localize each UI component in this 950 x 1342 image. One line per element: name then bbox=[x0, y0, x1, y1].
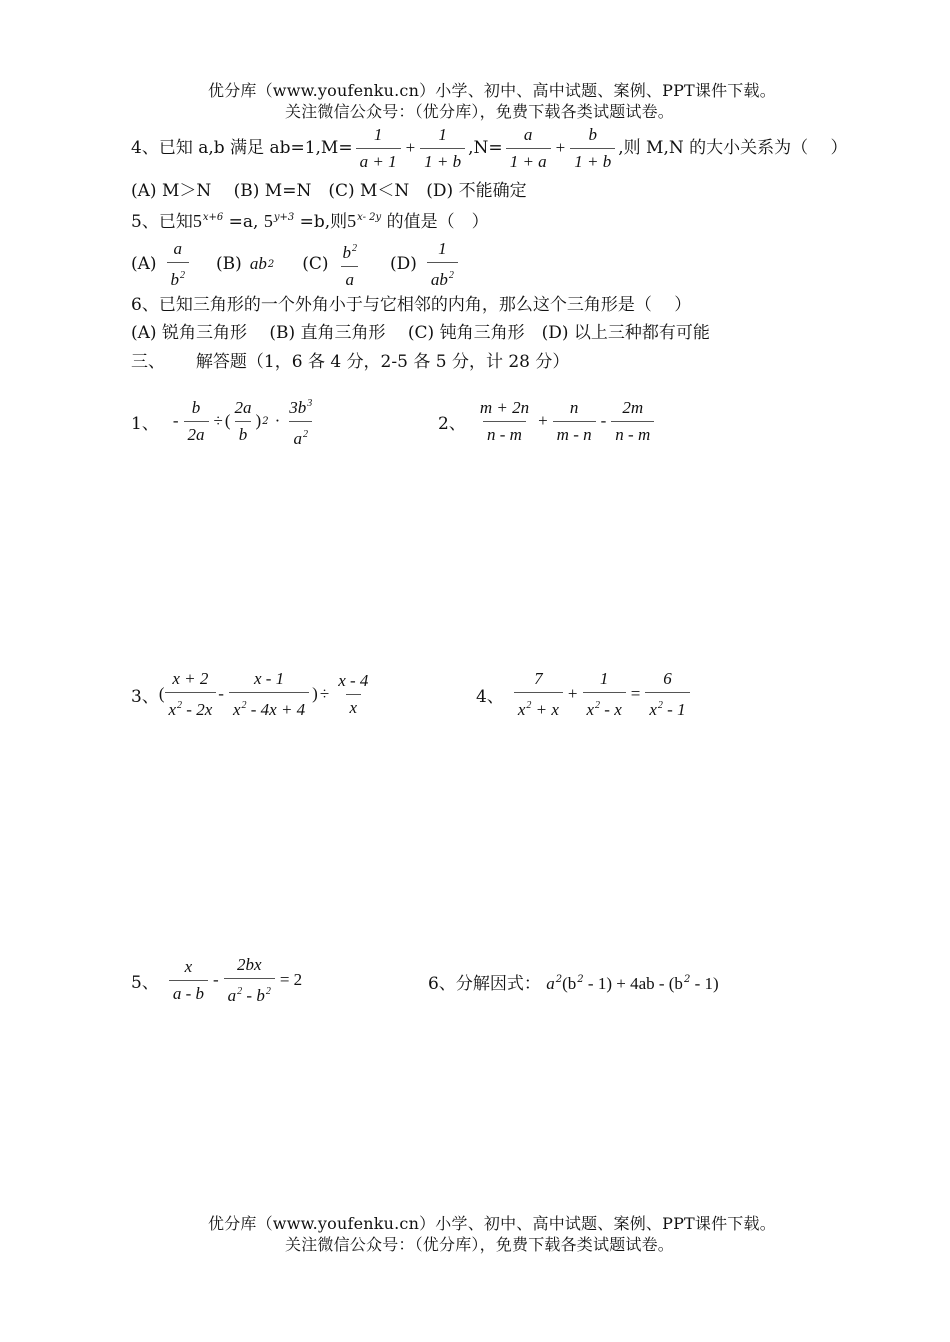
c-denominator: a bbox=[341, 266, 358, 291]
p4-f1-den-x: x bbox=[517, 699, 526, 719]
p1-f3-den-base: a bbox=[293, 428, 302, 448]
fraction-m2 bbox=[420, 124, 465, 173]
p4-f1-num: 7 bbox=[534, 668, 543, 688]
q5-eq-1: =a, bbox=[228, 212, 259, 232]
p5-fraction-2 bbox=[224, 954, 275, 1007]
q5-base: 5 bbox=[347, 211, 357, 231]
p2-fraction-1 bbox=[476, 397, 533, 446]
p3-f1-den-x: x bbox=[168, 699, 177, 719]
p3-f2-den-rest: - 4x + 4 bbox=[246, 699, 306, 719]
m2-numerator: 1 bbox=[438, 124, 447, 144]
p1-f2-den: b bbox=[235, 421, 252, 446]
question-5 bbox=[131, 207, 489, 233]
q6-options: (A) 锐角三角形 (B) 直角三角形 (C) 钝角三角形 (D) 以上三种都有可能 bbox=[131, 323, 710, 343]
p6-sup-2: 2 bbox=[577, 974, 584, 985]
p1-f3-num bbox=[285, 393, 316, 421]
p5-f2-den bbox=[224, 978, 275, 1007]
p3-label: 3、 bbox=[131, 686, 159, 707]
q5-option-d-fraction bbox=[427, 238, 458, 291]
q5-exp-3: x- 2y bbox=[357, 212, 382, 223]
q5-eq-2: =b,则 bbox=[299, 212, 348, 232]
fraction-m1 bbox=[356, 124, 401, 173]
p5-equals: = 2 bbox=[279, 970, 303, 989]
question-6: 6、已知三角形的一个外角小于与它相邻的内角，那么这个三角形是（ ） bbox=[131, 295, 692, 315]
p1-fraction-1 bbox=[184, 397, 209, 446]
p4-f3-den-x: x bbox=[649, 699, 657, 719]
p3-rparen: ) bbox=[312, 684, 318, 703]
p3-f1-den-rest: - 2x bbox=[182, 699, 213, 719]
q5-option-b-expr: ab bbox=[249, 254, 267, 273]
q5-exp-1: x+6 bbox=[202, 212, 224, 223]
p4-f3-den-rest: - 1 bbox=[662, 699, 686, 719]
problem-3 bbox=[131, 666, 375, 722]
p6-expr-4: - 1) bbox=[690, 974, 719, 993]
fraction-n2 bbox=[570, 124, 615, 173]
problem-1 bbox=[131, 393, 319, 449]
p4-f2-den-rest: - x bbox=[600, 699, 622, 719]
q5-option-b-label: (B) bbox=[216, 254, 242, 274]
p3-div: ÷ bbox=[319, 684, 330, 703]
p4-f3-den bbox=[645, 692, 689, 721]
p4-plus: + bbox=[567, 684, 578, 703]
p2-f1-den: n - m bbox=[483, 421, 526, 446]
p2-f1-num: m + 2n bbox=[479, 397, 530, 417]
problem-4 bbox=[476, 666, 693, 722]
p6-expr-1: a bbox=[546, 974, 555, 993]
p5-f2-den-sup-2: 2 bbox=[265, 985, 271, 997]
q4-options: (A) M＞N (B) M=N (C) M＜N (D) 不能确定 bbox=[131, 181, 527, 201]
p4-f2-den bbox=[583, 692, 626, 721]
q5-option-a-label: (A) bbox=[131, 254, 157, 274]
p2-fraction-2 bbox=[553, 397, 596, 446]
p5-f1-num: x bbox=[184, 956, 193, 976]
p3-f2-den-x: x bbox=[232, 699, 241, 719]
q5-base: 5 bbox=[263, 211, 273, 231]
footer-line-2: 关注微信公众号：（优分库），免费下载各类试题试卷。 bbox=[285, 1235, 675, 1254]
p4-f3-den-sup: 2 bbox=[657, 699, 663, 711]
p1-f3-num-sup: 3 bbox=[307, 397, 313, 409]
c-numerator bbox=[338, 238, 361, 266]
p4-f1-den-rest: + x bbox=[531, 699, 559, 719]
p2-f2-den: m - n bbox=[553, 421, 596, 446]
p4-fraction-2 bbox=[583, 668, 626, 721]
p1-lparen: ( bbox=[224, 411, 231, 430]
q5-exp-2: y+3 bbox=[273, 212, 295, 223]
p1-minus: - bbox=[172, 411, 179, 430]
p1-f2-num: 2a bbox=[234, 397, 252, 417]
p4-f1-den-sup: 2 bbox=[526, 699, 532, 711]
p1-f3-den-sup: 2 bbox=[302, 428, 308, 440]
q5-base: 5 bbox=[192, 211, 202, 231]
p6-sup-3: 2 bbox=[683, 974, 691, 985]
p4-f3-num: 6 bbox=[663, 668, 672, 688]
n2-numerator: b bbox=[588, 124, 597, 144]
m1-numerator: 1 bbox=[373, 124, 383, 144]
n1-denominator: 1 + a bbox=[506, 148, 551, 173]
p3-f3-num: x - 4 bbox=[338, 670, 369, 690]
p2-minus: - bbox=[600, 411, 607, 430]
p3-fraction-2 bbox=[229, 668, 309, 721]
p4-f2-num: 1 bbox=[599, 668, 609, 688]
p2-plus: + bbox=[538, 411, 548, 430]
p3-f2-num: x - 1 bbox=[253, 668, 285, 688]
p3-f2-den bbox=[229, 692, 309, 721]
a-numerator: a bbox=[173, 238, 183, 258]
p1-rparen: ) bbox=[255, 411, 262, 430]
p6-sup-1: 2 bbox=[555, 974, 563, 985]
p5-f1-den: a - b bbox=[169, 980, 208, 1005]
p3-f3-den: x bbox=[346, 694, 362, 719]
footer-line-1: 优分库（www.youfenku.cn）小学、初中、高中试题、案例、PPT课件下载。 bbox=[208, 1214, 776, 1233]
a-den-sup: 2 bbox=[180, 269, 186, 281]
a-den-base: b bbox=[170, 269, 180, 289]
p1-div: ÷ bbox=[213, 411, 223, 430]
header-line-2: 关注微信公众号：（优分库），免费下载各类试题试卷。 bbox=[285, 102, 675, 121]
plus-sign: + bbox=[555, 138, 566, 157]
p5-f2-den-a: a bbox=[227, 985, 237, 1005]
q5-option-a-fraction bbox=[167, 238, 190, 291]
p5-f2-den-b: - b bbox=[242, 985, 265, 1005]
p4-f2-den-sup: 2 bbox=[595, 699, 601, 711]
p1-fraction-2 bbox=[231, 397, 256, 446]
section-3-title: 三、 解答题（1，6 各 4 分，2-5 各 5 分，计 28 分） bbox=[131, 352, 570, 372]
m1-denominator: a + 1 bbox=[356, 148, 401, 173]
q4-suffix: ,则 M,N 的大小关系为（ ） bbox=[618, 138, 848, 158]
p4-fraction-3 bbox=[645, 668, 689, 721]
q5-option-d-label: (D) bbox=[389, 254, 417, 274]
d-den-base: ab bbox=[430, 269, 448, 289]
p4-fraction-1 bbox=[514, 668, 563, 721]
p3-minus: - bbox=[218, 684, 224, 703]
q5-option-b-sup: 2 bbox=[267, 258, 275, 270]
p3-f2-den-sup: 2 bbox=[241, 699, 247, 711]
question-4 bbox=[131, 120, 848, 176]
q5-option-c-fraction bbox=[338, 238, 361, 291]
c-num-base: b bbox=[342, 242, 351, 262]
m2-denominator: 1 + b bbox=[420, 148, 465, 173]
n1-numerator: a bbox=[523, 124, 533, 144]
p1-f1-den: 2a bbox=[184, 421, 209, 446]
q5-suffix: 的值是（ ） bbox=[386, 212, 489, 232]
p6-expr-3: - 1) + 4ab - (b bbox=[583, 974, 683, 993]
p2-f3-num: 2m bbox=[622, 397, 644, 417]
q4-prefix: 4、已知 a,b 满足 ab=1,M= bbox=[131, 138, 353, 158]
p3-lparen: ( bbox=[158, 684, 165, 703]
p1-f3-num-base: 3b bbox=[289, 397, 307, 417]
p5-label: 5、 bbox=[131, 972, 159, 993]
p5-f2-den-sup-1: 2 bbox=[237, 985, 243, 997]
p5-f2-num: 2bx bbox=[236, 954, 262, 974]
plus-sign: + bbox=[405, 138, 416, 157]
p4-f2-den-x: x bbox=[586, 699, 595, 719]
p3-f1-den bbox=[165, 692, 217, 721]
p3-fraction-1 bbox=[165, 668, 217, 721]
d-den-sup: 2 bbox=[448, 269, 454, 281]
q5-prefix: 5、已知 bbox=[131, 212, 193, 232]
p3-f1-den-sup: 2 bbox=[177, 699, 183, 711]
header-line-1: 优分库（www.youfenku.cn）小学、初中、高中试题、案例、PPT课件下载。 bbox=[208, 81, 776, 100]
p3-fraction-3 bbox=[334, 670, 372, 719]
p1-label: 1、 bbox=[131, 413, 159, 434]
problem-6 bbox=[428, 968, 719, 996]
n2-denominator: 1 + b bbox=[570, 148, 615, 173]
fraction-n1 bbox=[506, 124, 551, 173]
problem-5 bbox=[131, 952, 304, 1008]
d-numerator: 1 bbox=[438, 238, 447, 258]
p2-f2-num: n bbox=[569, 397, 579, 417]
a-denominator bbox=[167, 262, 190, 291]
n-label: ,N= bbox=[468, 138, 503, 158]
p4-label: 4、 bbox=[476, 686, 504, 707]
p4-f1-den bbox=[514, 692, 563, 721]
p1-f1-num: b bbox=[191, 397, 201, 417]
p1-dot: · bbox=[274, 411, 281, 430]
p1-square: 2 bbox=[262, 415, 269, 427]
p6-expr-2: (b bbox=[562, 974, 577, 993]
d-denominator bbox=[427, 262, 458, 291]
c-num-sup: 2 bbox=[351, 242, 357, 254]
p4-equals: = bbox=[630, 684, 641, 703]
p6-label: 6、分解因式： bbox=[428, 974, 541, 994]
p1-f3-den bbox=[289, 421, 312, 450]
p2-label: 2、 bbox=[438, 413, 466, 434]
p2-fraction-3 bbox=[611, 397, 654, 446]
q5-option-c-label: (C) bbox=[302, 254, 329, 274]
p3-f1-num: x + 2 bbox=[172, 668, 209, 688]
p2-f3-den: n - m bbox=[611, 421, 654, 446]
problem-2 bbox=[438, 393, 657, 449]
p1-fraction-3 bbox=[285, 393, 316, 450]
p5-fraction-1 bbox=[169, 956, 208, 1005]
q5-options bbox=[131, 236, 461, 292]
p5-minus: - bbox=[213, 970, 219, 989]
